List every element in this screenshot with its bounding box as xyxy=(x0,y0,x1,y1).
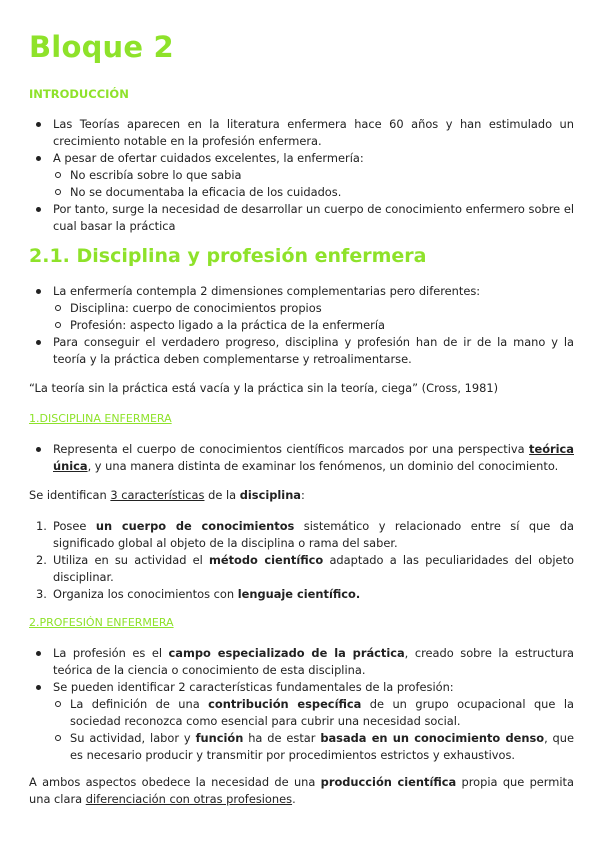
closing-underlined: diferenciación con otras profesiones xyxy=(85,792,293,806)
disciplina-list xyxy=(29,441,574,475)
disciplina-numbered-item-3 xyxy=(29,586,574,603)
s1-post: de un grupo ocupacional que la sociedad reconozca como esencial para cubrir una necesidad social. xyxy=(70,697,574,728)
profesion-item-1 xyxy=(29,645,574,679)
n1-pre: Posee xyxy=(53,519,96,533)
intro-item-3: Por tanto, surge la necesidad de desarrollar un cuerpo de conocimiento enfermero sobre el cual basar la práctica xyxy=(29,201,574,235)
page-title: Bloque 2 xyxy=(29,30,174,64)
quote-text: “La teoría sin la práctica está vacía y la práctica sin la teoría, ciega” (Cross, 1981) xyxy=(29,381,499,395)
section21-subitem-2: Profesión: aspecto ligado a la práctica de la enfermería xyxy=(29,317,574,334)
profesion-item-1-bold: campo especializado de la práctica xyxy=(168,646,405,660)
disciplina-p-mid: de la xyxy=(204,488,240,502)
n2-pre: Utiliza en su actividad el xyxy=(53,553,209,567)
intro-subitem-1: No escribía sobre lo que sabia xyxy=(29,167,574,184)
disciplina-numbered-item-2 xyxy=(29,552,574,586)
profesion-item-2 xyxy=(29,679,574,764)
s2-bold-2: basada en un conocimiento denso xyxy=(320,731,545,745)
n2-post: adaptado a las peculiaridades del objeto disciplinar. xyxy=(53,553,575,584)
closing-bold: producción científica xyxy=(320,775,457,789)
profesion-subitem-1 xyxy=(29,696,574,730)
s2-mid: ha de estar xyxy=(243,731,321,745)
section21-item-1-text: La enfermería contempla 2 dimensiones complementarias pero diferentes: xyxy=(53,284,481,298)
section21-item-2: Para conseguir el verdadero progreso, disciplina y profesión han de ir de la mano y la teoría y la práctica deben complementarse y retroalimentarse. xyxy=(29,334,574,368)
disciplina-item-1 xyxy=(29,441,574,475)
closing-mid: propia que permita una clara xyxy=(29,775,574,806)
section21-list xyxy=(29,283,574,368)
s2-post: , que es necesario producir y transmitir por procedimientos estrictos y exhaustivos. xyxy=(70,731,575,762)
disciplina-numbered-list xyxy=(29,518,574,603)
closing-paragraph xyxy=(29,774,574,808)
list-number: 1. xyxy=(36,519,47,533)
intro-heading: INTRODUCCIÓN xyxy=(29,87,129,101)
profesion-item-2-text: Se pueden identificar 2 características fundamentales de la profesión: xyxy=(53,680,454,694)
disciplina-p-pre: Se identifican xyxy=(29,488,111,502)
s1-bold: contribución específica xyxy=(208,697,362,711)
closing-pre: A ambos aspectos obedece la necesidad de una xyxy=(29,775,321,789)
disciplina-p-underlined: 3 características xyxy=(110,488,205,502)
disciplina-item-1-bold: teórica única xyxy=(53,442,574,473)
s1-pre: La definición de una xyxy=(70,697,209,711)
n2-bold: método científico xyxy=(209,553,324,567)
n3-pre: Organiza los conocimientos con xyxy=(53,587,238,601)
list-number: 2. xyxy=(36,553,47,567)
profesion-item-1-post: , creado sobre la estructura teórica de la ciencia o conocimiento de esta disciplina. xyxy=(53,646,574,677)
n3-bold: lenguaje científico. xyxy=(237,587,361,601)
intro-item-2 xyxy=(29,150,574,201)
s2-pre: Su actividad, labor y xyxy=(70,731,196,745)
disciplina-item-1-post: , y una manera distinta de examinar los fenómenos, un dominio del conocimiento. xyxy=(87,459,559,473)
disciplina-heading-link[interactable]: 1.DISCIPLINA ENFERMERA xyxy=(29,412,172,425)
disciplina-p-bold: disciplina xyxy=(239,488,301,502)
disciplina-item-1-pre: Representa el cuerpo de conocimientos científicos marcados por una perspectiva xyxy=(53,442,530,456)
closing-post: . xyxy=(292,792,296,806)
profesion-list xyxy=(29,645,574,764)
profesion-heading-link[interactable]: 2.PROFESIÓN ENFERMERA xyxy=(29,616,174,629)
disciplina-numbered-item-1 xyxy=(29,518,574,552)
intro-subitem-2: No se documentaba la eficacia de los cuidados. xyxy=(29,184,574,201)
n1-post: sistemático y relacionado entre sí que da significado global al objeto de la disciplina o rama del saber. xyxy=(53,519,574,550)
profesion-item-1-pre: La profesión es el xyxy=(53,646,169,660)
disciplina-intro-paragraph xyxy=(29,487,574,504)
list-number: 3. xyxy=(36,587,47,601)
profesion-subitem-2 xyxy=(29,730,574,764)
intro-item-1: Las Teorías aparecen en la literatura enfermera hace 60 años y han estimulado un crecimiento notable en la profesión enfermera. xyxy=(29,116,574,150)
section21-subitem-1: Disciplina: cuerpo de conocimientos propios xyxy=(29,300,574,317)
section21-item-1 xyxy=(29,283,574,334)
disciplina-p-post: : xyxy=(301,488,305,502)
intro-list xyxy=(29,116,574,235)
n1-bold: un cuerpo de conocimientos xyxy=(95,519,295,533)
section-heading-2-1: 2.1. Disciplina y profesión enfermera xyxy=(29,245,427,267)
s2-bold-1: función xyxy=(195,731,244,745)
intro-item-2-text: A pesar de ofertar cuidados excelentes, la enfermería: xyxy=(53,151,364,165)
